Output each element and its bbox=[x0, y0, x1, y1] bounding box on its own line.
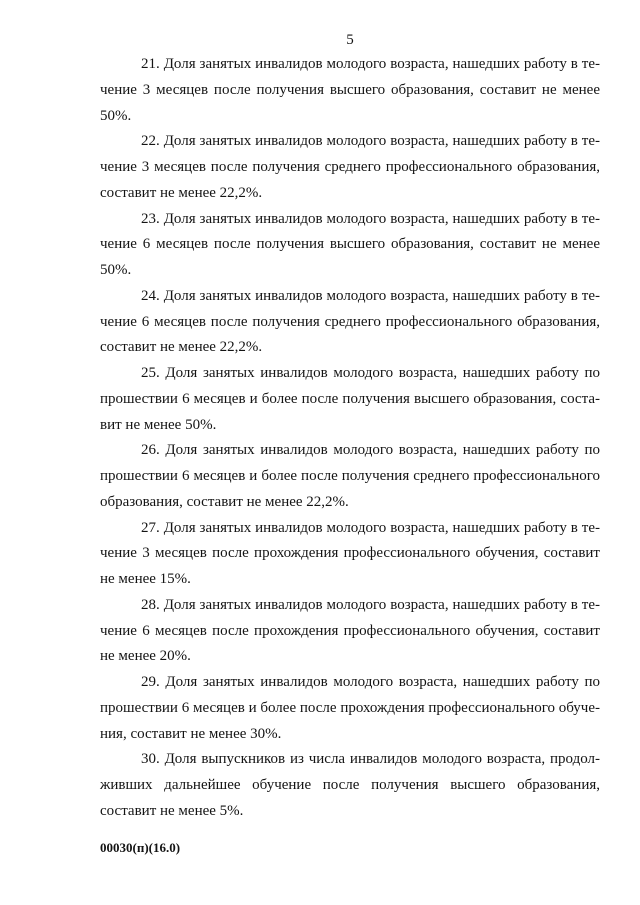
paragraph-line: не менее 15%. bbox=[100, 571, 191, 587]
paragraph-line: 24. Доля занятых инвалидов молодого возраста, нашедших работу в те- bbox=[141, 287, 600, 304]
paragraph-line: 21. Доля занятых инвалидов молодого возраста, нашедших работу в те- bbox=[141, 56, 600, 72]
paragraph-line: чение 3 месяцев после прохождения профессионального обучения, составит bbox=[100, 545, 600, 562]
paragraph-line: вит не менее 50%. bbox=[100, 416, 217, 433]
paragraph-line: чение 6 месяцев после получения среднего профессионального образования, bbox=[100, 313, 600, 330]
paragraph-21 bbox=[100, 52, 600, 129]
paragraph-line: 25. Доля занятых инвалидов молодого возраста, нашедших работу по bbox=[141, 365, 600, 381]
paragraph-line: 22. Доля занятых инвалидов молодого возраста, нашедших работу в те- bbox=[141, 133, 600, 150]
paragraph-29 bbox=[100, 670, 600, 747]
paragraph-line: живших дальнейшее обучение после получения высшего образования, bbox=[100, 777, 600, 793]
paragraph-line: 29. Доля занятых инвалидов молодого возраста, нашедших работу по bbox=[141, 674, 600, 690]
paragraph-line: прошествии 6 месяцев и более после получения высшего образования, соста- bbox=[100, 390, 600, 407]
paragraph-line: чение 6 месяцев после прохождения профессионального обучения, составит bbox=[100, 622, 600, 639]
paragraph-24 bbox=[100, 284, 600, 361]
paragraph-23 bbox=[100, 207, 600, 284]
paragraph-line: прошествии 6 месяцев и более после получения среднего профессионального bbox=[100, 468, 600, 484]
paragraph-line: 27. Доля занятых инвалидов молодого возраста, нашедших работу в те- bbox=[141, 519, 600, 536]
paragraph-line: ния, составит не менее 30%. bbox=[100, 725, 282, 742]
paragraph-line: прошествии 6 месяцев и более после прохождения профессионального обуче- bbox=[100, 699, 600, 716]
paragraph-line: 30. Доля выпускников из числа инвалидов молодого возраста, продол- bbox=[141, 751, 600, 768]
paragraph-line: 28. Доля занятых инвалидов молодого возраста, нашедших работу в те- bbox=[141, 596, 600, 613]
paragraph-line: чение 6 месяцев после получения высшего образования, составит не менее bbox=[100, 236, 600, 253]
paragraph-line: чение 3 месяцев после получения среднего профессионального образования, bbox=[100, 159, 600, 175]
paragraph-22 bbox=[100, 129, 600, 206]
paragraph-line: образования, составит не менее 22,2%. bbox=[100, 493, 349, 510]
paragraph-line: чение 3 месяцев после получения высшего образования, составит не менее bbox=[100, 81, 600, 98]
document-body bbox=[100, 52, 600, 825]
paragraph-30 bbox=[100, 747, 600, 824]
paragraph-line: 50%. bbox=[100, 107, 132, 124]
paragraph-27 bbox=[100, 516, 600, 593]
paragraph-line: составит не менее 5%. bbox=[100, 802, 244, 819]
paragraph-28 bbox=[100, 593, 600, 670]
paragraph-line: 26. Доля занятых инвалидов молодого возраста, нашедших работу по bbox=[141, 442, 600, 459]
paragraph-line: составит не менее 22,2%. bbox=[100, 339, 263, 356]
paragraph-line: 50%. bbox=[100, 262, 132, 278]
page-number: 5 bbox=[346, 32, 354, 48]
paragraph-26 bbox=[100, 438, 600, 515]
document-code: 00030(п)(16.0) bbox=[100, 840, 181, 855]
paragraph-line: 23. Доля занятых инвалидов молодого возраста, нашедших работу в те- bbox=[141, 210, 600, 227]
paragraph-25 bbox=[100, 361, 600, 438]
paragraph-line: не менее 20%. bbox=[100, 648, 191, 665]
paragraph-line: составит не менее 22,2%. bbox=[100, 184, 263, 201]
